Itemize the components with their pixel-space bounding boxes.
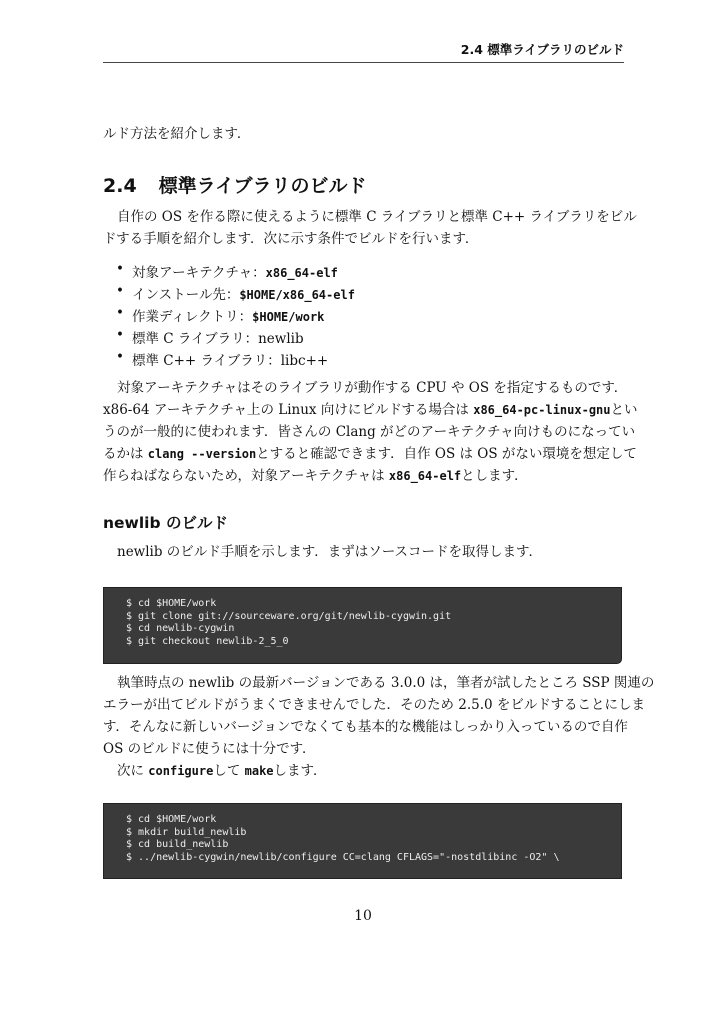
para3: newlib のビルド手順を示します．まずはソースコードを取得します． xyxy=(117,544,542,560)
code-block-clone xyxy=(103,587,622,664)
code-line: $ cd newlib-cygwin xyxy=(126,623,235,634)
para2-line xyxy=(103,466,624,486)
inline-code: clang --version xyxy=(147,447,257,461)
list-item-label: 対象アーキテクチャ： xyxy=(132,265,266,281)
code-line: $ cd build_newlib xyxy=(126,839,229,850)
inline-code: x86_64-pc-linux-gnu xyxy=(473,403,611,417)
para2-line xyxy=(103,444,637,464)
list-item-value: $HOME/x86_64-elf xyxy=(239,288,355,302)
list-item xyxy=(116,283,355,303)
list-item-value: libc++ xyxy=(280,353,329,369)
text: して xyxy=(213,763,245,779)
code-line: $ git checkout newlib-2_5_0 xyxy=(126,635,289,647)
list-item-value: $HOME/work xyxy=(252,310,325,324)
list-item-label: 標準 C ライブラリ： xyxy=(132,331,259,347)
list-item xyxy=(116,261,338,281)
list-item-label: インストール先： xyxy=(132,287,240,303)
code-line: $ mkdir build_newlib xyxy=(126,826,247,838)
inline-code: x86_64-elf xyxy=(388,469,462,483)
text: 次に xyxy=(117,763,149,779)
inline-code: configure xyxy=(148,764,214,778)
text: とします． xyxy=(461,468,528,484)
list-item-value: x86_64-elf xyxy=(265,266,338,280)
list-item-value: newlib xyxy=(258,331,304,347)
intro-line: ルド方法を紹介します． xyxy=(103,126,251,142)
list-item-label: 作業ディレクトリ： xyxy=(132,309,253,325)
code-line: $ git clone git://sourceware.org/git/newlib-cygwin.git xyxy=(126,610,452,622)
para4-line: エラーが出てビルドがうまくできませんでした．そのため 2.5.0 をビルドすることにしま xyxy=(103,697,646,713)
para4-line: 執筆時点の newlib の最新バージョンである 3.0.0 は，筆者が試したところ SSP 関連の xyxy=(117,675,655,691)
subsection-heading: newlib のビルド xyxy=(103,514,228,532)
para1-line: ドする手順を紹介します．次に示す条件でビルドを行います． xyxy=(103,231,479,247)
para2-line: 対象アーキテクチャはそのライブラリが動作する CPU や OS を指定するものです． xyxy=(117,380,628,396)
list-item xyxy=(116,327,304,347)
para2-line: うのが一般的に使われます．皆さんの Clang がどのアーキテクチャ向けものになってい xyxy=(103,424,636,440)
text: x86-64 アーキテクチャ上の Linux 向けにビルドする場合は xyxy=(103,402,474,418)
text: とい xyxy=(610,402,638,418)
para5 xyxy=(103,761,638,781)
text: とすると確認できます．自作 OS は OS がない環境を想定して xyxy=(256,446,637,462)
list-item xyxy=(116,349,328,369)
text: るかは xyxy=(103,446,148,462)
text: 作らねばならないため，対象アーキテクチャは xyxy=(103,468,389,484)
section-number: 2.4 xyxy=(103,175,137,197)
para4-line: OS のビルドに使うには十分です． xyxy=(103,741,316,757)
code-block-configure xyxy=(103,803,622,879)
para2-line xyxy=(103,400,638,420)
section-heading xyxy=(103,171,367,198)
code-line: $ ../newlib-cygwin/newlib/configure CC=clang CFLAGS="-nostdlibinc -O2" \ xyxy=(126,851,560,863)
code-line: $ cd $HOME/work xyxy=(126,814,217,825)
list-item-label: 標準 C++ ライブラリ： xyxy=(132,353,281,369)
running-header: 2.4 標準ライブラリのビルド xyxy=(460,42,624,57)
code-line: $ cd $HOME/work xyxy=(126,598,217,609)
page-number: 10 xyxy=(354,908,372,924)
inline-code: make xyxy=(244,764,274,778)
header-rule xyxy=(103,62,624,63)
list-item xyxy=(116,305,324,325)
text: します． xyxy=(273,763,327,779)
para1-line: 自作の OS を作る際に使えるように標準 C ライブラリと標準 C++ ライブラリをビル xyxy=(117,209,637,225)
para4-line: す．そんなに新しいバージョンでなくても基本的な機能はしっかり入っているので自作 xyxy=(103,719,628,735)
section-title: 標準ライブラリのビルド xyxy=(158,175,367,197)
